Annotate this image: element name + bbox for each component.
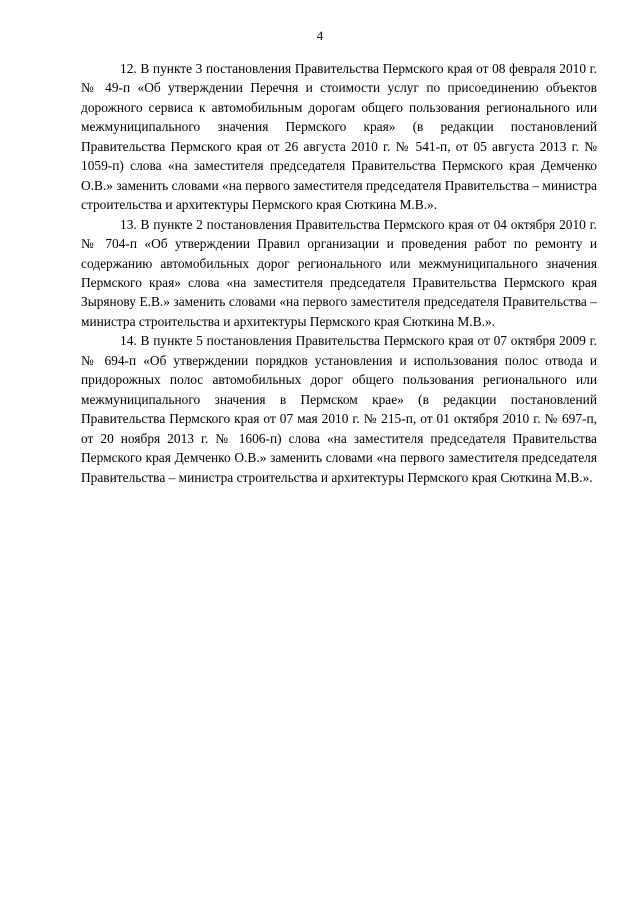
paragraph-12 [81,59,597,215]
paragraph-14 [81,331,597,487]
paragraph-text: В пункте 2 постановления Правительства Пермского края от 04 октября 2010 г. № 704-п «Об утверждении Правил организации и проведения работ по ремонту и содержанию автомобильных дорог регионального или межмуниципального значения Пермского края» слова «на заместителя председателя Правительства Пермского края Зырянову Е.В.» заменить словами «на первого заместителя председателя Правительства – министра строительства и архитектуры Пермского края Сюткина М.В.». [81,216,597,329]
page-number: 4 [316,28,324,43]
paragraph-number: 13. [120,216,137,232]
paragraph-text: В пункте 3 постановления Правительства Пермского края от 08 февраля 2010 г. № 49-п «Об утверждении Перечня и стоимости услуг по присоединению объектов дорожного сервиса к автомобильным дорогам общего пользования регионального или межмуниципального значения Пермского края» (в редакции постановлений Правительства Пермского края от 26 августа 2010 г. № 541-п, от 05 августа 2013 г. № 1059-п) слова «на заместителя председателя Правительства Пермского края Демченко О.В.» заменить словами «на первого заместителя председателя Правительства – министра строительства и архитектуры Пермского края Сюткина М.В.». [81,61,597,213]
document-body [81,59,597,487]
paragraph-number: 14. [120,333,137,349]
paragraph-text: В пункте 5 постановления Правительства Пермского края от 07 октября 2009 г. № 694-п «Об утверждении порядков установления и использования полос отвода и придорожных полос автомобильных дорог общего пользования регионального или межмуниципального значения в Пермском крае» (в редакции постановлений Правительства Пермского края от 07 мая 2010 г. № 215-п, от 01 октября 2010 г. № 697-п, от 20 ноября 2013 г. № 1606-п) слова «на заместителя председателя Правительства Пермского края Демченко О.В.» заменить словами «на первого заместителя председателя Правительства – министра строительства и архитектуры Пермского края Сюткина М.В.». [81,333,597,485]
paragraph-13 [81,215,597,332]
paragraph-number: 12. [120,61,137,76]
